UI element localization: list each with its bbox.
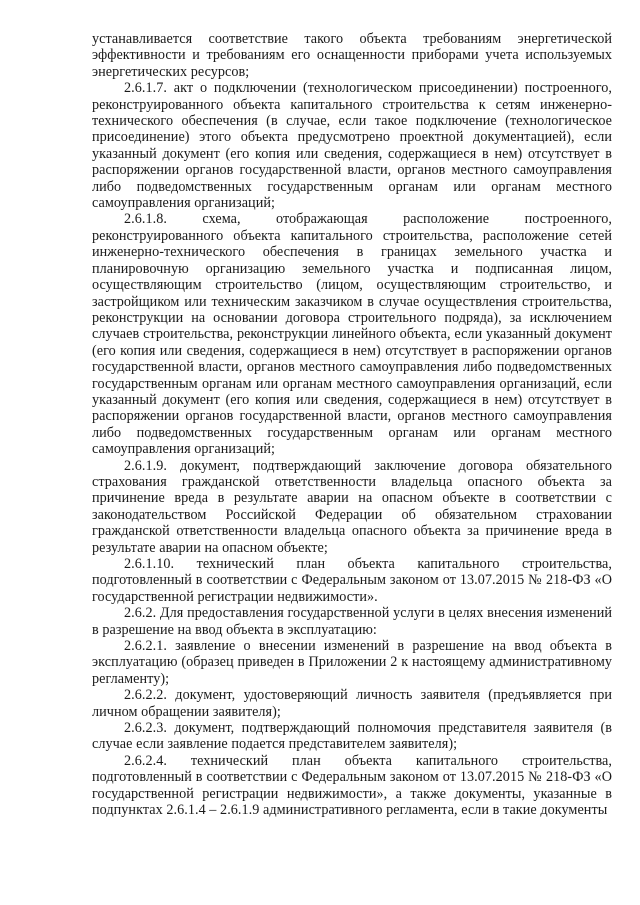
paragraph-2-6-1-8: 2.6.1.8. схема, отображающая расположение построенного, реконструированного объекта капитального строительства, расположение сетей инженерно-технического обеспечения в границах земельного участка и планировочную организацию земельного участка и подписанная лицом, осуществляющим строительство (лицом, осуществляющим строительство, и застройщиком или техническим заказчиком в случае осуществления строительства, реконструкции на основании договора строительного подряда), за исключением случаев строительства, реконструкции линейного объекта, если указанный документ (его копия или сведения, содержащиеся в нем) отсутствует в распоряжении органов государственной власти, органов местного самоуправления либо подведомственных государственным органам или органам местного самоуправления организаций, если указанный документ (его копия или сведения, содержащиеся в нем) отсутствует в распоряжении органов государственной власти, органов местного самоуправления либо подведомственных государственным органам или органам местного самоуправления организаций;	[92, 211, 612, 458]
paragraph-2-6-2-3: 2.6.2.3. документ, подтверждающий полномочия представителя заявителя (в случае если заявление подается представителем заявителя);	[92, 720, 612, 753]
paragraph-2-6-1-9: 2.6.1.9. документ, подтверждающий заключение договора обязательного страхования гражданской ответственности владельца опасного объекта за причинение вреда в результате аварии на опасном объекте в соответствии с законодательством Российской Федерации об обязательном страховании гражданской ответственности владельца опасного объекта за причинение вреда в результате аварии на опасном объекте;	[92, 457, 612, 556]
paragraph-energy-efficiency: устанавливается соответствие такого объекта требованиям энергетической эффективности и требованиям его оснащенности приборами учета используемых энергетических ресурсов;	[92, 31, 612, 80]
paragraph-2-6-2-2: 2.6.2.2. документ, удостоверяющий личность заявителя (предъявляется при личном обращении заявителя);	[92, 687, 612, 720]
paragraph-2-6-1-7: 2.6.1.7. акт о подключении (технологическом присоединении) построенного, реконструированного объекта капитального строительства к сетям инженерно-технического обеспечения (в случае, если такое подключение (технологическое присоединение) этого объекта предусмотрено проектной документацией), если указанный документ (его копия или сведения, содержащиеся в нем) отсутствует в распоряжении органов государственной власти, органов местного самоуправления либо подведомственных государственным органам или органам местного самоуправления организаций;	[92, 80, 612, 212]
paragraph-2-6-1-10: 2.6.1.10. технический план объекта капитального строительства, подготовленный в соответствии с Федеральным законом от 13.07.2015 № 218-ФЗ «О государственной регистрации недвижимости».	[92, 556, 612, 605]
paragraph-2-6-2-1: 2.6.2.1. заявление о внесении изменений в разрешение на ввод объекта в эксплуатацию (образец приведен в Приложении 2 к настоящему административному регламенту);	[92, 638, 612, 687]
paragraph-2-6-2-4: 2.6.2.4. технический план объекта капитального строительства, подготовленный в соответствии с Федеральным законом от 13.07.2015 № 218-ФЗ «О государственной регистрации недвижимости», а также документы, указанные в подпунктах 2.6.1.4 – 2.6.1.9 административного регламента, если в такие документы	[92, 752, 612, 819]
paragraph-2-6-2: 2.6.2. Для предоставления государственной услуги в целях внесения изменений в разрешение на ввод объекта в эксплуатацию:	[92, 605, 612, 638]
